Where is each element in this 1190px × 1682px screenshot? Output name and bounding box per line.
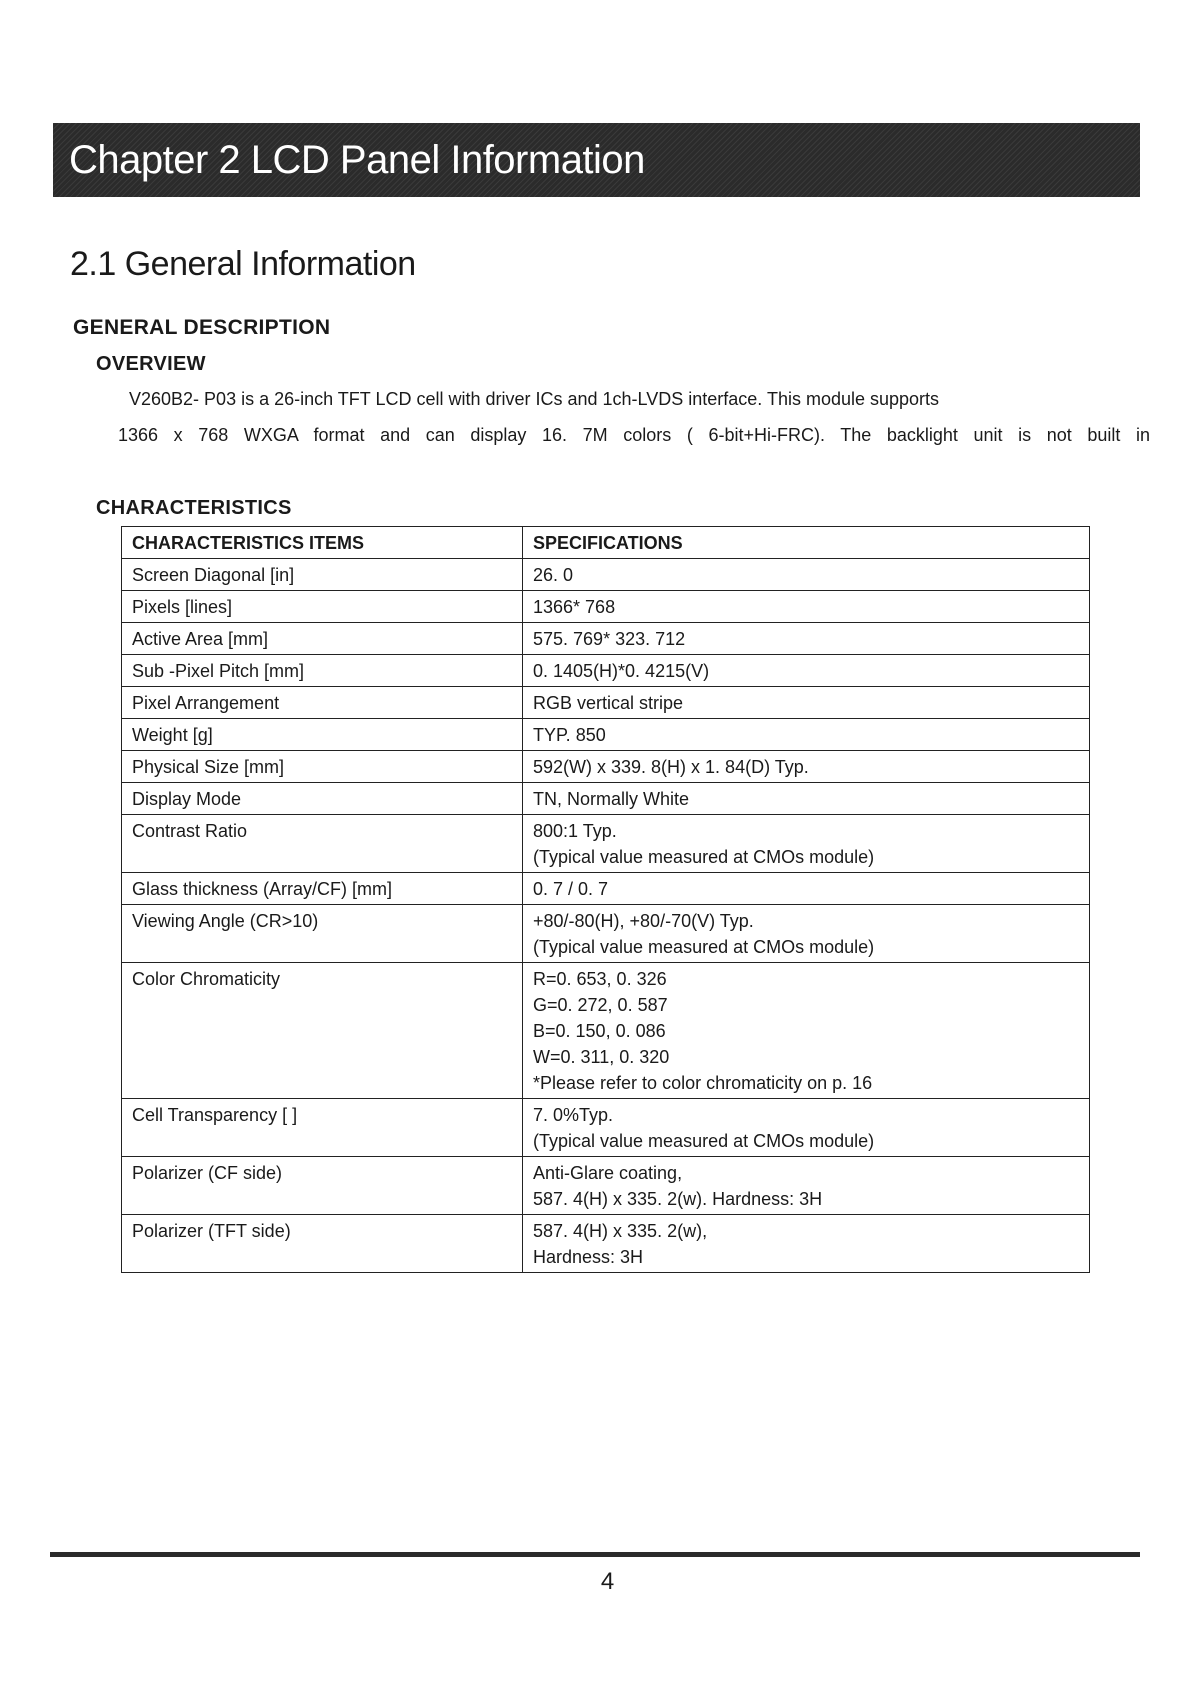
specification-cell bbox=[523, 815, 1090, 873]
table-row bbox=[122, 623, 1090, 655]
specification-line: 800:1 Typ. bbox=[533, 821, 617, 841]
specification-line: (Typical value measured at CMOs module) bbox=[533, 937, 875, 957]
specification-line: (Typical value measured at CMOs module) bbox=[533, 847, 875, 867]
specification-line: TN, Normally White bbox=[533, 789, 690, 809]
table-row bbox=[122, 751, 1090, 783]
specification-line: +80/-80(H), +80/-70(V) Typ. bbox=[533, 911, 754, 931]
overview-text-line-2: 1366 x 768 WXGA format and can display 16. 7M colors ( 6-bit+Hi-FRC). The backlight unit is not built in bbox=[118, 425, 1150, 445]
characteristic-item-cell: Weight [g] bbox=[122, 719, 523, 751]
specification-line: (Typical value measured at CMOs module) bbox=[533, 1131, 875, 1151]
table-row bbox=[122, 963, 1090, 1099]
characteristic-item-cell: Polarizer (TFT side) bbox=[122, 1215, 523, 1273]
specification-line: *Please refer to color chromaticity on p. 16 bbox=[533, 1073, 873, 1093]
table-row bbox=[122, 783, 1090, 815]
characteristics-table-body bbox=[122, 559, 1090, 1273]
specification-line: 575. 769* 323. 712 bbox=[533, 629, 686, 649]
characteristic-item-cell: Cell Transparency [ ] bbox=[122, 1099, 523, 1157]
characteristic-item-cell: Viewing Angle (CR>10) bbox=[122, 905, 523, 963]
characteristic-item-cell: Display Mode bbox=[122, 783, 523, 815]
specification-line: 7. 0%Typ. bbox=[533, 1105, 614, 1125]
table-row bbox=[122, 905, 1090, 963]
specification-line: G=0. 272, 0. 587 bbox=[533, 995, 668, 1015]
characteristic-item-cell: Pixels [lines] bbox=[122, 591, 523, 623]
specification-cell bbox=[523, 719, 1090, 751]
overview-text-line-1: V260B2- P03 is a 26-inch TFT LCD cell with driver ICs and 1ch-LVDS interface. This module supports bbox=[129, 389, 940, 409]
characteristic-item-cell: Active Area [mm] bbox=[122, 623, 523, 655]
specification-line: 1366* 768 bbox=[533, 597, 616, 617]
table-row bbox=[122, 1157, 1090, 1215]
specification-cell bbox=[523, 559, 1090, 591]
specification-cell bbox=[523, 905, 1090, 963]
specification-line: 587. 4(H) x 335. 2(w), bbox=[533, 1221, 708, 1241]
characteristics-table bbox=[121, 526, 1090, 1273]
section-title: 2.1 General Information bbox=[70, 245, 416, 283]
characteristic-item-cell: Physical Size [mm] bbox=[122, 751, 523, 783]
footer-rule bbox=[50, 1552, 1140, 1557]
characteristic-item-cell: Color Chromaticity bbox=[122, 963, 523, 1099]
characteristic-item-cell: Contrast Ratio bbox=[122, 815, 523, 873]
table-row bbox=[122, 559, 1090, 591]
general-description-heading: GENERAL DESCRIPTION bbox=[73, 316, 331, 339]
specification-line: B=0. 150, 0. 086 bbox=[533, 1021, 666, 1041]
overview-heading: OVERVIEW bbox=[96, 353, 206, 375]
table-row bbox=[122, 815, 1090, 873]
column-header-specifications: SPECIFICATIONS bbox=[523, 527, 1090, 559]
specification-cell bbox=[523, 623, 1090, 655]
specification-line: 587. 4(H) x 335. 2(w). Hardness: 3H bbox=[533, 1189, 823, 1209]
characteristic-item-cell: Screen Diagonal [in] bbox=[122, 559, 523, 591]
characteristic-item-cell: Pixel Arrangement bbox=[122, 687, 523, 719]
characteristic-item-cell: Polarizer (CF side) bbox=[122, 1157, 523, 1215]
specification-line: R=0. 653, 0. 326 bbox=[533, 969, 667, 989]
specification-line: RGB vertical stripe bbox=[533, 693, 684, 713]
table-row bbox=[122, 719, 1090, 751]
characteristics-heading: CHARACTERISTICS bbox=[96, 497, 292, 519]
page-number: 4 bbox=[600, 1568, 615, 1595]
table-header-row bbox=[122, 527, 1090, 559]
table-row bbox=[122, 655, 1090, 687]
table-row bbox=[122, 1215, 1090, 1273]
specification-cell bbox=[523, 963, 1090, 1099]
specification-cell bbox=[523, 1215, 1090, 1273]
specification-cell bbox=[523, 591, 1090, 623]
specification-cell bbox=[523, 751, 1090, 783]
specification-line: TYP. 850 bbox=[533, 725, 606, 745]
specification-line: 592(W) x 339. 8(H) x 1. 84(D) Typ. bbox=[533, 757, 809, 777]
specification-line: 0. 7 / 0. 7 bbox=[533, 879, 609, 899]
characteristic-item-cell: Glass thickness (Array/CF) [mm] bbox=[122, 873, 523, 905]
chapter-title: Chapter 2 LCD Panel Information bbox=[69, 138, 645, 182]
specification-cell bbox=[523, 1157, 1090, 1215]
specification-line: Hardness: 3H bbox=[533, 1247, 644, 1267]
table-row bbox=[122, 1099, 1090, 1157]
specification-line: 0. 1405(H)*0. 4215(V) bbox=[533, 661, 710, 681]
chapter-banner bbox=[53, 123, 1140, 197]
specification-cell bbox=[523, 687, 1090, 719]
specification-line: 26. 0 bbox=[533, 565, 574, 585]
specification-cell bbox=[523, 873, 1090, 905]
table-row bbox=[122, 687, 1090, 719]
specification-cell bbox=[523, 1099, 1090, 1157]
column-header-items: CHARACTERISTICS ITEMS bbox=[122, 527, 523, 559]
specification-line: Anti-Glare coating, bbox=[533, 1163, 683, 1183]
characteristic-item-cell: Sub -Pixel Pitch [mm] bbox=[122, 655, 523, 687]
specification-cell bbox=[523, 655, 1090, 687]
table-row bbox=[122, 873, 1090, 905]
specification-line: W=0. 311, 0. 320 bbox=[533, 1047, 670, 1067]
table-row bbox=[122, 591, 1090, 623]
specification-cell bbox=[523, 783, 1090, 815]
